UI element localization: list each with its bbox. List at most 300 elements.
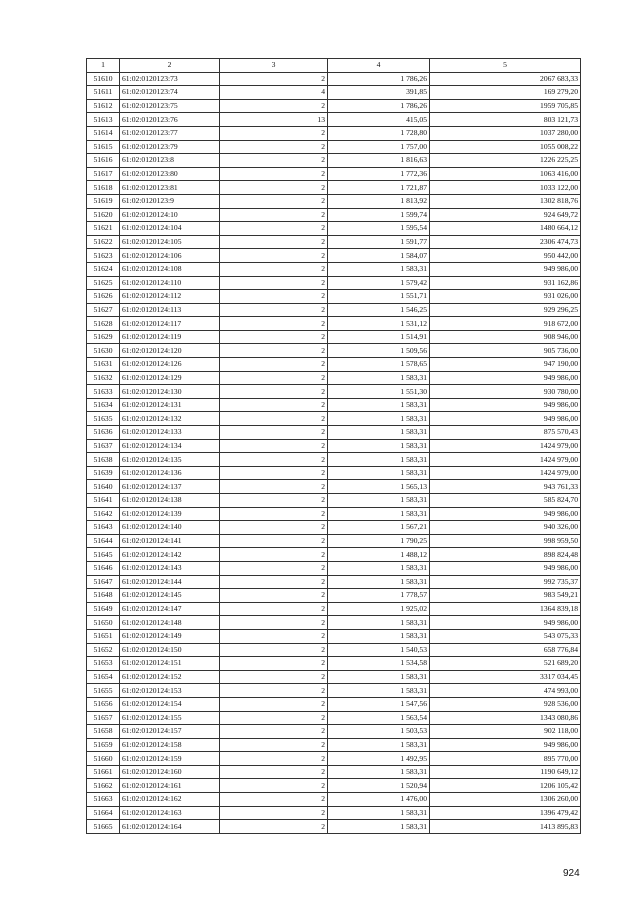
table-cell-col-4: 1 778,57	[328, 589, 430, 603]
table-cell-col-3: 2	[220, 765, 328, 779]
table-cell-col-1: 51650	[87, 616, 120, 630]
table-cell-col-5: 931 026,00	[430, 290, 581, 304]
table-row	[87, 548, 581, 562]
table-cell-col-3: 2	[220, 398, 328, 412]
table-cell-col-4: 1 721,87	[328, 181, 430, 195]
table-cell-col-2: 61:02:0120123:74	[120, 86, 220, 100]
table-cell-col-2: 61:02:0120124:137	[120, 480, 220, 494]
table-cell-col-4: 1 579,42	[328, 276, 430, 290]
table-cell-col-1: 51661	[87, 765, 120, 779]
table-cell-col-1: 51624	[87, 262, 120, 276]
table-cell-col-2: 61:02:0120124:160	[120, 765, 220, 779]
table-cell-col-4: 1 547,56	[328, 697, 430, 711]
table-cell-col-2: 61:02:0120124:130	[120, 385, 220, 399]
table-row	[87, 140, 581, 154]
table-row	[87, 385, 581, 399]
table-cell-col-1: 51614	[87, 126, 120, 140]
table-row	[87, 561, 581, 575]
table-cell-col-3: 2	[220, 303, 328, 317]
table-cell-col-2: 61:02:0120124:117	[120, 317, 220, 331]
table-cell-col-1: 51653	[87, 657, 120, 671]
table-row	[87, 317, 581, 331]
table-row	[87, 222, 581, 236]
table-cell-col-1: 51631	[87, 358, 120, 372]
table-row	[87, 86, 581, 100]
table-row	[87, 235, 581, 249]
table-cell-col-2: 61:02:0120124:162	[120, 793, 220, 807]
table-cell-col-4: 1 578,65	[328, 358, 430, 372]
table-cell-col-1: 51657	[87, 711, 120, 725]
table-row	[87, 643, 581, 657]
table-cell-col-3: 2	[220, 480, 328, 494]
table-cell-col-4: 1 772,36	[328, 167, 430, 181]
table-row	[87, 249, 581, 263]
table-cell-col-1: 51654	[87, 670, 120, 684]
table-cell-col-2: 61:02:0120124:143	[120, 561, 220, 575]
table-row	[87, 670, 581, 684]
table-cell-col-3: 2	[220, 208, 328, 222]
table-cell-col-3: 2	[220, 738, 328, 752]
table-cell-col-4: 1 509,56	[328, 344, 430, 358]
table-cell-col-4: 1 563,54	[328, 711, 430, 725]
table-cell-col-4: 1 583,31	[328, 738, 430, 752]
table-row	[87, 765, 581, 779]
table-cell-col-3: 2	[220, 494, 328, 508]
table-cell-col-4: 1 583,31	[328, 806, 430, 820]
table-cell-col-5: 1206 105,42	[430, 779, 581, 793]
table-cell-col-3: 2	[220, 439, 328, 453]
table-cell-col-5: 898 824,48	[430, 548, 581, 562]
table-row	[87, 779, 581, 793]
table-cell-col-5: 950 442,00	[430, 249, 581, 263]
table-cell-col-4: 1 583,31	[328, 507, 430, 521]
table-cell-col-1: 51652	[87, 643, 120, 657]
table-cell-col-4: 391,85	[328, 86, 430, 100]
table-cell-col-3: 2	[220, 561, 328, 575]
table-cell-col-1: 51665	[87, 820, 120, 834]
table-cell-col-3: 4	[220, 86, 328, 100]
table-cell-col-3: 2	[220, 711, 328, 725]
table-cell-col-5: 3317 034,45	[430, 670, 581, 684]
table-cell-col-2: 61:02:0120124:140	[120, 521, 220, 535]
table-cell-col-5: 875 570,43	[430, 426, 581, 440]
table-cell-col-1: 51647	[87, 575, 120, 589]
table-row	[87, 752, 581, 766]
table-cell-col-5: 1343 080,86	[430, 711, 581, 725]
table-cell-col-5: 908 946,00	[430, 330, 581, 344]
table-row	[87, 426, 581, 440]
table-cell-col-4: 1 583,31	[328, 684, 430, 698]
table-cell-col-2: 61:02:0120124:131	[120, 398, 220, 412]
table-cell-col-2: 61:02:0120124:136	[120, 466, 220, 480]
table-cell-col-2: 61:02:0120124:120	[120, 344, 220, 358]
table-cell-col-1: 51655	[87, 684, 120, 698]
table-cell-col-5: 1480 664,12	[430, 222, 581, 236]
table-cell-col-3: 2	[220, 72, 328, 86]
table-cell-col-1: 51640	[87, 480, 120, 494]
table-cell-col-4: 1 816,63	[328, 154, 430, 168]
table-cell-col-5: 928 536,00	[430, 697, 581, 711]
table-cell-col-1: 51656	[87, 697, 120, 711]
table-cell-col-2: 61:02:0120124:139	[120, 507, 220, 521]
table-cell-col-5: 1424 979,00	[430, 453, 581, 467]
table-cell-col-2: 61:02:0120123:9	[120, 194, 220, 208]
table-cell-col-4: 1 583,31	[328, 765, 430, 779]
table-cell-col-3: 2	[220, 575, 328, 589]
table-cell-col-4: 1 567,21	[328, 521, 430, 535]
table-cell-col-4: 1 786,26	[328, 72, 430, 86]
table-cell-col-2: 61:02:0120124:134	[120, 439, 220, 453]
table-cell-col-5: 1302 818,76	[430, 194, 581, 208]
table-cell-col-5: 918 672,00	[430, 317, 581, 331]
table-cell-col-5: 585 824,70	[430, 494, 581, 508]
table-cell-col-5: 949 986,00	[430, 262, 581, 276]
table-row	[87, 738, 581, 752]
table-cell-col-1: 51641	[87, 494, 120, 508]
table-cell-col-5: 1037 280,00	[430, 126, 581, 140]
table-cell-col-5: 902 118,00	[430, 725, 581, 739]
table-cell-col-1: 51612	[87, 99, 120, 113]
table-cell-col-3: 2	[220, 670, 328, 684]
table-cell-col-3: 2	[220, 534, 328, 548]
table-cell-col-4: 1 813,92	[328, 194, 430, 208]
table-cell-col-2: 61:02:0120124:108	[120, 262, 220, 276]
table-cell-col-1: 51635	[87, 412, 120, 426]
table-cell-col-2: 61:02:0120124:150	[120, 643, 220, 657]
table-cell-col-1: 51663	[87, 793, 120, 807]
table-cell-col-5: 1959 705,85	[430, 99, 581, 113]
table-cell-col-4: 1 503,53	[328, 725, 430, 739]
table-cell-col-5: 1413 895,83	[430, 820, 581, 834]
table-cell-col-5: 1226 225,25	[430, 154, 581, 168]
column-header-4: 4	[328, 59, 430, 73]
page-number: 924	[563, 868, 580, 879]
table-cell-col-1: 51660	[87, 752, 120, 766]
table-cell-col-4: 1 599,74	[328, 208, 430, 222]
table-row	[87, 398, 581, 412]
table-cell-col-2: 61:02:0120124:141	[120, 534, 220, 548]
table-cell-col-5: 949 986,00	[430, 561, 581, 575]
table-cell-col-4: 415,05	[328, 113, 430, 127]
table-cell-col-1: 51649	[87, 602, 120, 616]
table-cell-col-1: 51645	[87, 548, 120, 562]
column-header-1: 1	[87, 59, 120, 73]
table-cell-col-1: 51613	[87, 113, 120, 127]
table-cell-col-2: 61:02:0120124:151	[120, 657, 220, 671]
table-cell-col-4: 1 583,31	[328, 670, 430, 684]
table-cell-col-3: 2	[220, 181, 328, 195]
table-cell-col-3: 2	[220, 820, 328, 834]
table-cell-col-5: 1306 260,00	[430, 793, 581, 807]
table-cell-col-4: 1 757,00	[328, 140, 430, 154]
table-cell-col-4: 1 583,31	[328, 629, 430, 643]
table-cell-col-3: 2	[220, 806, 328, 820]
table-cell-col-2: 61:02:0120124:105	[120, 235, 220, 249]
table-cell-col-2: 61:02:0120124:135	[120, 453, 220, 467]
table-cell-col-2: 61:02:0120124:145	[120, 589, 220, 603]
table-cell-col-3: 2	[220, 521, 328, 535]
table-cell-col-5: 543 075,33	[430, 629, 581, 643]
table-cell-col-4: 1 492,95	[328, 752, 430, 766]
table-cell-col-4: 1 546,25	[328, 303, 430, 317]
table-cell-col-2: 61:02:0120124:129	[120, 371, 220, 385]
table-cell-col-5: 1055 008,22	[430, 140, 581, 154]
table-cell-col-4: 1 583,31	[328, 412, 430, 426]
table-row	[87, 99, 581, 113]
table-cell-col-4: 1 476,00	[328, 793, 430, 807]
table-row	[87, 371, 581, 385]
table-cell-col-1: 51651	[87, 629, 120, 643]
table-cell-col-5: 521 689,20	[430, 657, 581, 671]
table-cell-col-1: 51637	[87, 439, 120, 453]
table-cell-col-1: 51644	[87, 534, 120, 548]
table-cell-col-5: 940 326,00	[430, 521, 581, 535]
table-cell-col-3: 2	[220, 466, 328, 480]
table-cell-col-3: 2	[220, 779, 328, 793]
table-row	[87, 344, 581, 358]
table-cell-col-3: 2	[220, 317, 328, 331]
table-cell-col-3: 2	[220, 657, 328, 671]
table-cell-col-3: 2	[220, 262, 328, 276]
table-cell-col-2: 61:02:0120124:155	[120, 711, 220, 725]
column-header-3: 3	[220, 59, 328, 73]
table-cell-col-2: 61:02:0120124:119	[120, 330, 220, 344]
table-row	[87, 806, 581, 820]
table-cell-col-1: 51627	[87, 303, 120, 317]
table-cell-col-4: 1 583,31	[328, 371, 430, 385]
table-cell-col-4: 1 583,31	[328, 262, 430, 276]
table-row	[87, 793, 581, 807]
table-cell-col-5: 2067 683,33	[430, 72, 581, 86]
table-cell-col-2: 61:02:0120124:157	[120, 725, 220, 739]
table-cell-col-1: 51628	[87, 317, 120, 331]
table-cell-col-2: 61:02:0120124:149	[120, 629, 220, 643]
table-cell-col-4: 1 583,31	[328, 453, 430, 467]
table-row	[87, 575, 581, 589]
table-row	[87, 589, 581, 603]
table-cell-col-2: 61:02:0120124:152	[120, 670, 220, 684]
table-cell-col-5: 169 279,20	[430, 86, 581, 100]
table-cell-col-1: 51619	[87, 194, 120, 208]
table-row	[87, 303, 581, 317]
table-row	[87, 820, 581, 834]
table-cell-col-3: 2	[220, 276, 328, 290]
table-cell-col-2: 61:02:0120123:79	[120, 140, 220, 154]
table-row	[87, 453, 581, 467]
table-cell-col-2: 61:02:0120124:104	[120, 222, 220, 236]
table-cell-col-1: 51615	[87, 140, 120, 154]
table-cell-col-4: 1 583,31	[328, 494, 430, 508]
table-cell-col-1: 51625	[87, 276, 120, 290]
table-cell-col-5: 924 649,72	[430, 208, 581, 222]
table-cell-col-3: 2	[220, 154, 328, 168]
table-cell-col-5: 1190 649,12	[430, 765, 581, 779]
table-cell-col-4: 1 595,54	[328, 222, 430, 236]
table-cell-col-4: 1 583,31	[328, 439, 430, 453]
table-cell-col-2: 61:02:0120123:8	[120, 154, 220, 168]
table-cell-col-3: 2	[220, 194, 328, 208]
table-cell-col-5: 803 121,73	[430, 113, 581, 127]
table-row	[87, 126, 581, 140]
table-cell-col-3: 2	[220, 793, 328, 807]
table-cell-col-5: 895 770,00	[430, 752, 581, 766]
table-cell-col-4: 1 488,12	[328, 548, 430, 562]
table-row	[87, 507, 581, 521]
table-row	[87, 657, 581, 671]
table-cell-col-3: 2	[220, 235, 328, 249]
table-cell-col-5: 949 986,00	[430, 738, 581, 752]
table-cell-col-2: 61:02:0120124:133	[120, 426, 220, 440]
table-cell-col-1: 51618	[87, 181, 120, 195]
table-row	[87, 534, 581, 548]
table-cell-col-5: 1033 122,00	[430, 181, 581, 195]
table-cell-col-4: 1 790,25	[328, 534, 430, 548]
table-cell-col-4: 1 583,31	[328, 426, 430, 440]
table-cell-col-4: 1 551,71	[328, 290, 430, 304]
table-cell-col-1: 51633	[87, 385, 120, 399]
table-cell-col-3: 2	[220, 507, 328, 521]
table-row	[87, 72, 581, 86]
table-cell-col-4: 1 584,07	[328, 249, 430, 263]
table-row	[87, 412, 581, 426]
table-cell-col-5: 949 986,00	[430, 507, 581, 521]
table-row	[87, 697, 581, 711]
table-cell-col-5: 983 549,21	[430, 589, 581, 603]
table-cell-col-4: 1 531,12	[328, 317, 430, 331]
table-cell-col-3: 2	[220, 371, 328, 385]
table-cell-col-1: 51636	[87, 426, 120, 440]
table-cell-col-2: 61:02:0120124:10	[120, 208, 220, 222]
table-row	[87, 439, 581, 453]
table-cell-col-4: 1 583,31	[328, 575, 430, 589]
table-cell-col-3: 13	[220, 113, 328, 127]
table-cell-col-1: 51664	[87, 806, 120, 820]
table-cell-col-1: 51659	[87, 738, 120, 752]
table-row	[87, 290, 581, 304]
data-table	[86, 58, 581, 834]
table-row	[87, 167, 581, 181]
table-cell-col-3: 2	[220, 290, 328, 304]
table-cell-col-3: 2	[220, 358, 328, 372]
table-cell-col-2: 61:02:0120124:159	[120, 752, 220, 766]
table-cell-col-1: 51634	[87, 398, 120, 412]
table-cell-col-3: 2	[220, 426, 328, 440]
table-cell-col-1: 51621	[87, 222, 120, 236]
table-cell-col-3: 2	[220, 99, 328, 113]
table-row	[87, 276, 581, 290]
table-cell-col-1: 51616	[87, 154, 120, 168]
table-cell-col-4: 1 583,31	[328, 466, 430, 480]
table-cell-col-1: 51638	[87, 453, 120, 467]
table-cell-col-1: 51648	[87, 589, 120, 603]
table-cell-col-4: 1 583,31	[328, 616, 430, 630]
table-cell-col-4: 1 591,77	[328, 235, 430, 249]
table-cell-col-3: 2	[220, 725, 328, 739]
table-row	[87, 154, 581, 168]
table-cell-col-5: 947 190,00	[430, 358, 581, 372]
table-cell-col-2: 61:02:0120124:153	[120, 684, 220, 698]
table-cell-col-3: 2	[220, 140, 328, 154]
table-cell-col-2: 61:02:0120124:148	[120, 616, 220, 630]
table-cell-col-3: 2	[220, 126, 328, 140]
table-cell-col-2: 61:02:0120124:144	[120, 575, 220, 589]
table-cell-col-4: 1 583,31	[328, 820, 430, 834]
table-cell-col-2: 61:02:0120124:147	[120, 602, 220, 616]
table-cell-col-1: 51617	[87, 167, 120, 181]
table-cell-col-5: 2306 474,73	[430, 235, 581, 249]
table-cell-col-1: 51658	[87, 725, 120, 739]
table-cell-col-1: 51610	[87, 72, 120, 86]
table-cell-col-5: 1063 416,00	[430, 167, 581, 181]
table-cell-col-2: 61:02:0120124:132	[120, 412, 220, 426]
table-cell-col-2: 61:02:0120124:164	[120, 820, 220, 834]
table-cell-col-2: 61:02:0120124:112	[120, 290, 220, 304]
table-cell-col-4: 1 551,30	[328, 385, 430, 399]
table-cell-col-2: 61:02:0120123:80	[120, 167, 220, 181]
table-cell-col-4: 1 520,94	[328, 779, 430, 793]
table-cell-col-4: 1 583,31	[328, 398, 430, 412]
table-cell-col-1: 51646	[87, 561, 120, 575]
table-cell-col-1: 51623	[87, 249, 120, 263]
table-cell-col-3: 2	[220, 629, 328, 643]
table-row	[87, 616, 581, 630]
table-cell-col-4: 1 540,53	[328, 643, 430, 657]
table-cell-col-1: 51639	[87, 466, 120, 480]
table-cell-col-3: 2	[220, 249, 328, 263]
table-cell-col-3: 2	[220, 697, 328, 711]
table-cell-col-5: 1364 839,18	[430, 602, 581, 616]
table-cell-col-2: 61:02:0120124:154	[120, 697, 220, 711]
table-cell-col-2: 61:02:0120124:138	[120, 494, 220, 508]
table-row	[87, 629, 581, 643]
table-cell-col-5: 658 776,84	[430, 643, 581, 657]
table-cell-col-4: 1 728,80	[328, 126, 430, 140]
table-cell-col-3: 2	[220, 643, 328, 657]
table-cell-col-5: 1424 979,00	[430, 466, 581, 480]
table-cell-col-5: 943 761,33	[430, 480, 581, 494]
table-cell-col-2: 61:02:0120124:126	[120, 358, 220, 372]
table-row	[87, 711, 581, 725]
table-cell-col-2: 61:02:0120124:161	[120, 779, 220, 793]
table-cell-col-3: 2	[220, 752, 328, 766]
column-header-2: 2	[120, 59, 220, 73]
table-cell-col-2: 61:02:0120124:113	[120, 303, 220, 317]
table-cell-col-5: 949 986,00	[430, 371, 581, 385]
table-cell-col-5: 929 296,25	[430, 303, 581, 317]
table-cell-col-5: 474 993,00	[430, 684, 581, 698]
table-cell-col-4: 1 583,31	[328, 561, 430, 575]
table-row	[87, 466, 581, 480]
table-cell-col-5: 931 162,86	[430, 276, 581, 290]
table-row	[87, 494, 581, 508]
table-cell-col-1: 51626	[87, 290, 120, 304]
table-cell-col-3: 2	[220, 602, 328, 616]
table-cell-col-4: 1 786,26	[328, 99, 430, 113]
table-cell-col-3: 2	[220, 330, 328, 344]
table-cell-col-1: 51620	[87, 208, 120, 222]
table-cell-col-1: 51622	[87, 235, 120, 249]
table-row	[87, 480, 581, 494]
table-row	[87, 113, 581, 127]
table-cell-col-3: 2	[220, 222, 328, 236]
table-cell-col-5: 905 736,00	[430, 344, 581, 358]
table-cell-col-1: 51662	[87, 779, 120, 793]
table-cell-col-4: 1 565,13	[328, 480, 430, 494]
table-cell-col-2: 61:02:0120124:158	[120, 738, 220, 752]
table-cell-col-5: 1424 979,00	[430, 439, 581, 453]
table-cell-col-1: 51632	[87, 371, 120, 385]
table-cell-col-3: 2	[220, 453, 328, 467]
